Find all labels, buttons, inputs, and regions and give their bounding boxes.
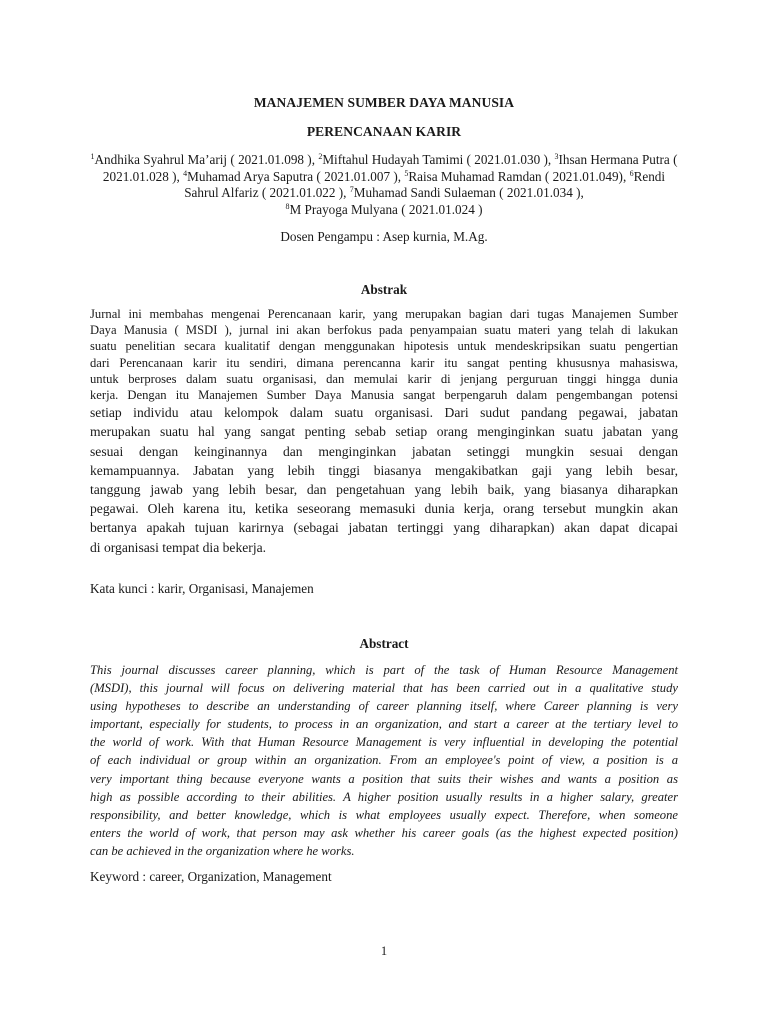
author-affil-5: 5 bbox=[404, 168, 409, 178]
author-affil-7: 7 bbox=[349, 185, 354, 194]
abstrak-line: sesuai dengan keinginannya dan menginginkan jabatan setinggi mungkin sesuai dengan bbox=[90, 443, 678, 459]
author-3: Ihsan Hermana Putra ( 2021.01.028 ), bbox=[102, 152, 678, 184]
author-8: M Prayoga Mulyana ( 2021.01.024 ) bbox=[289, 201, 483, 217]
author-affil-8: 8 bbox=[285, 201, 290, 211]
abstract-paragraph bbox=[90, 661, 678, 860]
abstract-line: very important thing because everyone wants a position that suits their wishes and wants a position as bbox=[90, 771, 678, 786]
abstrak-line: untuk berproses dalam suatu organisasi, dan memulai karir di jenjang perguruan tinggi hingga dunia bbox=[90, 371, 678, 386]
page-number: 1 bbox=[380, 944, 388, 958]
author-affil-4: 4 bbox=[183, 168, 188, 178]
abstrak-line: kerja. Dengan itu Manajemen Sumber Daya Manusia sangat berpengaruh dalam pengembangan potensi bbox=[90, 388, 678, 403]
abstract-line: high as possible according to their abilities. A higher position usually results in a higher salary, greater bbox=[90, 789, 678, 804]
abstrak-paragraph bbox=[90, 306, 678, 557]
document-page bbox=[90, 0, 678, 1024]
author-4: Muhamad Arya Saputra ( 2021.01.007 ), bbox=[187, 168, 405, 184]
author-6: Rendi Sahrul Alfariz ( 2021.01.022 ), bbox=[184, 168, 666, 200]
author-affil-1: 1 bbox=[90, 152, 95, 161]
author-5: Raisa Muhamad Ramdan ( 2021.01.049), bbox=[408, 168, 630, 184]
abstrak-line: setiap individu atau kelompok dalam suatu organisasi. Dari sudut pandang pegawai, jabatan bbox=[90, 405, 678, 421]
abstrak-line: tanggung jawab yang lebih besar, dan pengetahuan yang lebih baik, yang biasanya diharapkan bbox=[90, 482, 678, 498]
abstrak-line: pegawai. Oleh karena itu, ketika seseorang memasuki dunia kerja, orang tersebut mungkin akan bbox=[90, 501, 678, 517]
abstrak-line: Daya Manusia ( MSDI ), jurnal ini akan berfokus pada penyampaian suatu materi yang telah di lakukan bbox=[90, 323, 678, 338]
abstrak-line: bertanya apakah tujuan karirnya (sebagai jabatan tertinggi yang diharapkan) akan dapat dicapai bbox=[90, 520, 678, 536]
abstract-line: can be achieved in the organization where he works. bbox=[90, 843, 355, 858]
author-affil-2: 2 bbox=[318, 152, 323, 161]
abstrak-line: suatu penelitian secara kualitatif dengan menggunakan hipotesis untuk mendeskripsikan suatu pengertian bbox=[90, 339, 678, 354]
author-list bbox=[90, 152, 678, 218]
author-1: Andhika Syahrul Ma’arij ( 2021.01.098 ), bbox=[94, 152, 319, 167]
abstract-line: the world of work. With that Human Resource Management is very influential in developing the potential bbox=[90, 735, 678, 750]
abstract-line: important, especially for students, to process in an organization, and start a career at the tertiary level to bbox=[90, 717, 678, 732]
kata-kunci: Kata kunci : karir, Organisasi, Manajemen bbox=[90, 581, 314, 596]
abstract-line: using hypotheses to describe an understanding of career planning itself, where Career planning is very bbox=[90, 699, 678, 714]
author-affil-3: 3 bbox=[554, 152, 559, 161]
keyword-line: Keyword : career, Organization, Management bbox=[90, 869, 332, 884]
abstract-line: responsibility, and better knowledge, which is what employees usually expect. Therefore, when someone bbox=[90, 807, 678, 822]
author-2: Miftahul Hudayah Tamimi ( 2021.01.030 ), bbox=[322, 152, 555, 167]
abstrak-line: merupakan suatu hal yang sangat penting sebab setiap orang menginginkan suatu jabatan yang bbox=[90, 424, 678, 440]
paper-subtitle: PERENCANAAN KARIR bbox=[306, 124, 462, 139]
abstract-line: (MSDI), this journal will focus on delivering material that has been carried out in a qualitative study bbox=[90, 681, 678, 696]
lecturer-line: Dosen Pengampu : Asep kurnia, M.Ag. bbox=[280, 229, 488, 244]
abstrak-line: Jurnal ini membahas mengenai Perencanaan karir, yang merupakan bagian dari tugas Manajemen Sumber bbox=[90, 307, 678, 321]
paper-title: MANAJEMEN SUMBER DAYA MANUSIA bbox=[253, 95, 515, 110]
author-7: Muhamad Sandi Sulaeman ( 2021.01.034 ), bbox=[353, 185, 584, 200]
abstrak-heading: Abstrak bbox=[360, 282, 408, 297]
abstract-heading: Abstract bbox=[359, 636, 409, 651]
abstract-line: This journal discusses career planning, which is part of the task of Human Resource Management bbox=[90, 663, 678, 677]
abstract-line: enters the world of work, that person may ask whether his career goals (as the highest expected position) bbox=[90, 825, 678, 840]
abstrak-line: dari Perencanaan karir itu sendiri, dimana perencanna karir itu sangat penting khususnya mahasiswa, bbox=[90, 355, 678, 370]
abstrak-line: kemampuannya. Jabatan yang lebih tinggi biasanya mengakibatkan gaji yang lebih besar, bbox=[90, 462, 678, 478]
abstract-line: of each individual or group within an organization. From an employee's point of view, a position is a bbox=[90, 753, 678, 768]
author-affil-6: 6 bbox=[629, 168, 634, 178]
abstrak-line: di organisasi tempat dia bekerja. bbox=[90, 539, 267, 555]
